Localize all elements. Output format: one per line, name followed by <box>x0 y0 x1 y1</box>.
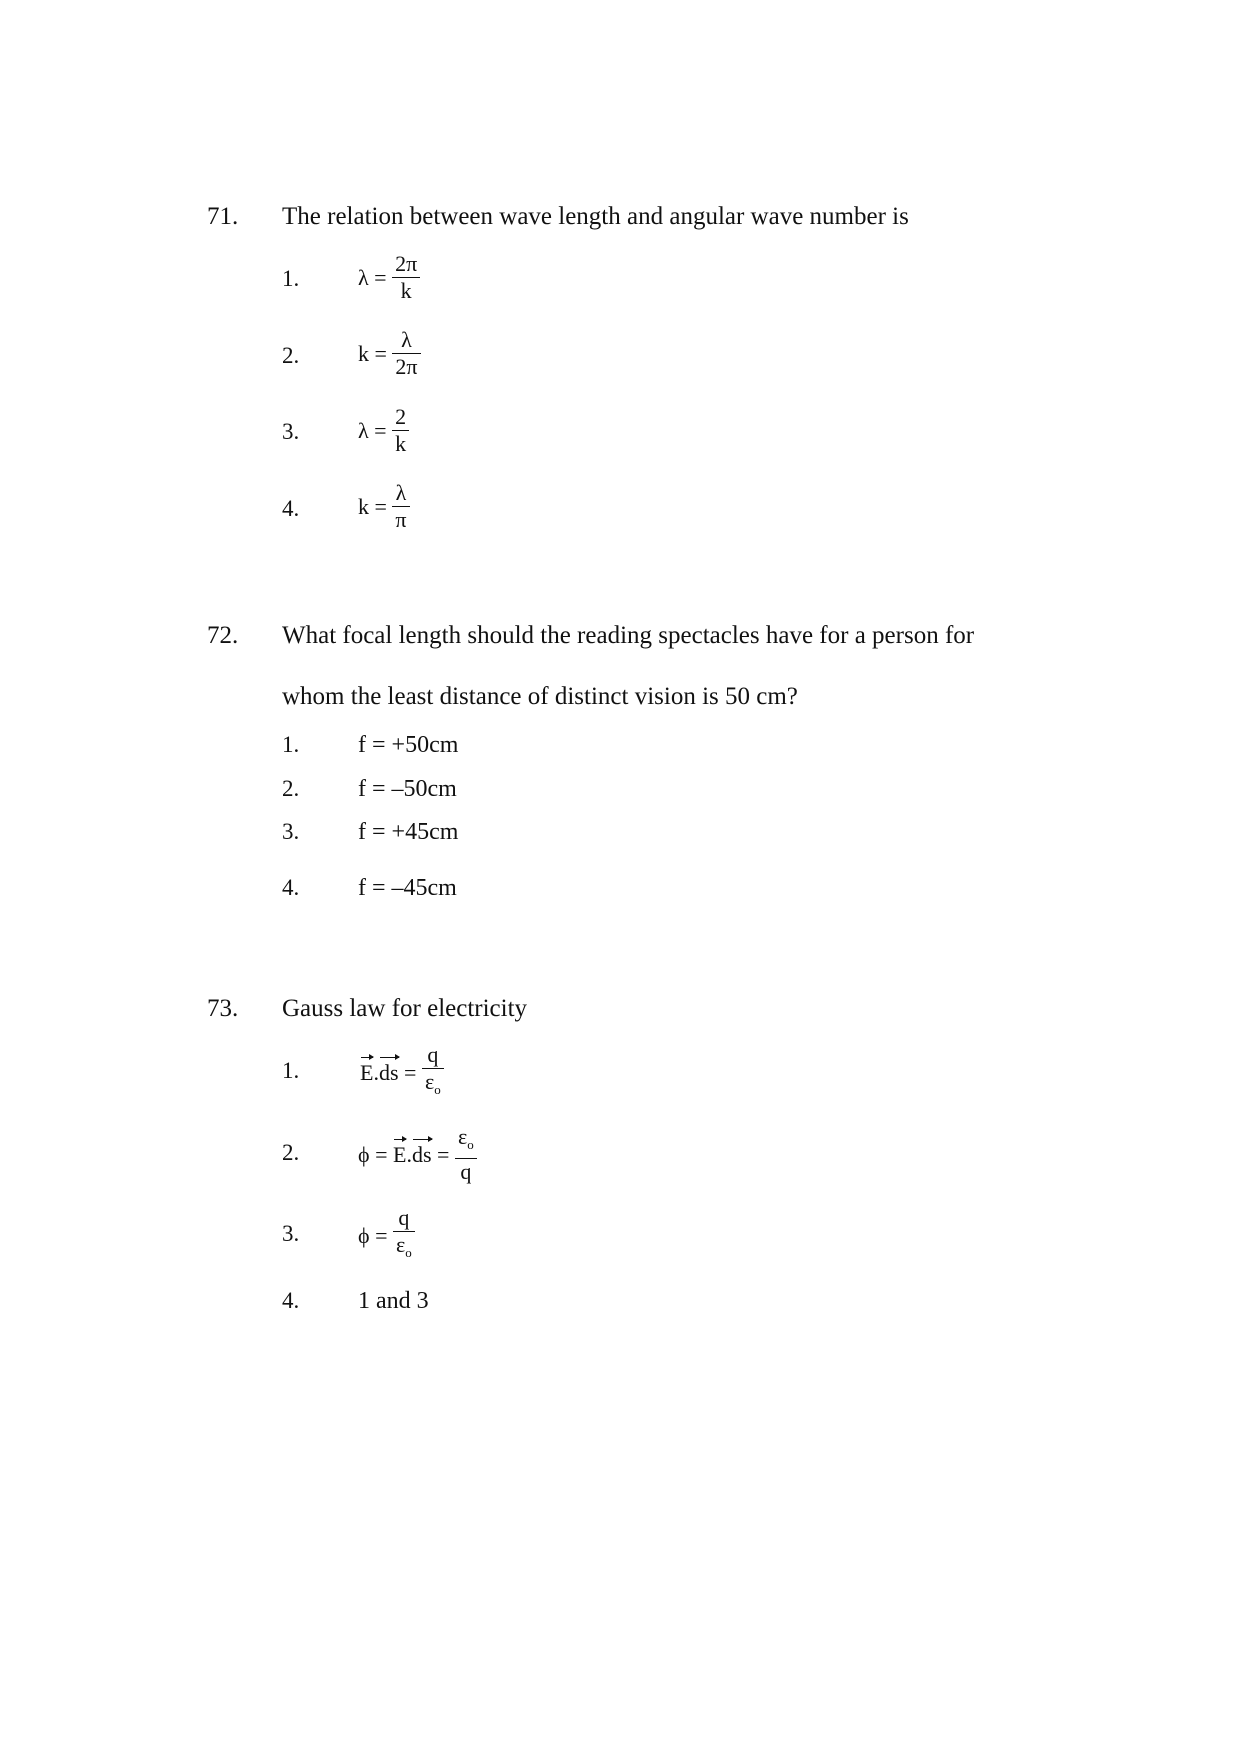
dot-operator: . <box>373 1059 379 1085</box>
denominator: k <box>392 430 409 457</box>
numerator: λ <box>395 480 407 505</box>
formula-lhs: λ = <box>358 417 387 443</box>
question-number: 73. <box>207 995 239 1022</box>
option-text: f = –45cm <box>358 875 457 901</box>
vector-e: E <box>360 1059 374 1085</box>
fraction <box>422 1042 444 1103</box>
subscript: o <box>434 1082 441 1097</box>
option-number: 3. <box>282 819 300 844</box>
question-number: 71. <box>207 203 239 230</box>
fraction <box>392 251 420 304</box>
phi-lhs: ϕ = <box>358 1141 388 1167</box>
fraction <box>393 1205 415 1266</box>
option-number: 2. <box>282 776 300 801</box>
numerator: λ <box>401 327 412 352</box>
option-number: 2. <box>282 1140 300 1165</box>
denominator: 2π <box>392 353 420 380</box>
formula-lhs: k = <box>358 493 387 519</box>
denominator: k <box>392 277 420 304</box>
fraction <box>455 1124 477 1185</box>
dot-operator: . <box>406 1141 412 1167</box>
option-number: 3. <box>282 419 300 444</box>
epsilon-symbol: ε <box>396 1232 406 1257</box>
numerator: q <box>427 1042 439 1067</box>
option-formula <box>360 1042 444 1103</box>
option-formula <box>358 1124 477 1185</box>
equals-sign: = <box>431 1141 450 1167</box>
option-number: 4. <box>282 1288 300 1313</box>
option-formula <box>358 251 420 304</box>
epsilon-symbol: ε <box>457 1124 468 1149</box>
epsilon-symbol: ε <box>424 1069 435 1094</box>
option-number: 3. <box>282 1221 300 1246</box>
numerator: 2π <box>395 251 418 276</box>
subscript: o <box>405 1245 412 1260</box>
numerator: 2 <box>395 404 407 429</box>
fraction <box>392 404 409 457</box>
denominator: q <box>455 1158 477 1185</box>
option-text: f = –50cm <box>358 776 457 802</box>
option-number: 2. <box>282 343 300 368</box>
phi-lhs: ϕ = <box>358 1222 388 1248</box>
question-text-line-2: whom the least distance of distinct vision is 50 cm? <box>282 683 798 710</box>
option-formula <box>358 1205 415 1266</box>
subscript: o <box>467 1137 474 1152</box>
numerator: q <box>398 1205 410 1230</box>
option-number: 4. <box>282 875 300 900</box>
option-text: f = +50cm <box>358 732 459 758</box>
denominator <box>393 1231 415 1266</box>
option-formula <box>358 480 410 533</box>
formula-lhs: k = <box>358 340 387 366</box>
numerator <box>455 1124 477 1158</box>
vector-ds: ds <box>411 1141 432 1167</box>
option-number: 1. <box>282 732 300 757</box>
option-formula <box>358 327 421 380</box>
question-text-line-1: What focal length should the reading spectacles have for a person for <box>282 622 975 649</box>
formula-lhs: λ = <box>358 264 387 290</box>
question-text: Gauss law for electricity <box>282 995 528 1022</box>
option-number: 1. <box>282 266 300 291</box>
vector-ds: ds <box>378 1059 399 1085</box>
option-formula <box>358 404 409 457</box>
denominator: π <box>392 506 409 533</box>
option-number: 1. <box>282 1058 300 1083</box>
question-number: 72. <box>207 622 239 649</box>
fraction <box>392 327 420 380</box>
denominator <box>422 1068 444 1103</box>
fraction <box>392 480 409 533</box>
option-text: f = +45cm <box>358 819 459 845</box>
vector-e: E <box>393 1141 407 1167</box>
question-text: The relation between wave length and angular wave number is <box>282 203 909 230</box>
option-text: 1 and 3 <box>358 1288 429 1314</box>
option-number: 4. <box>282 496 300 521</box>
equals-sign: = <box>398 1059 417 1085</box>
